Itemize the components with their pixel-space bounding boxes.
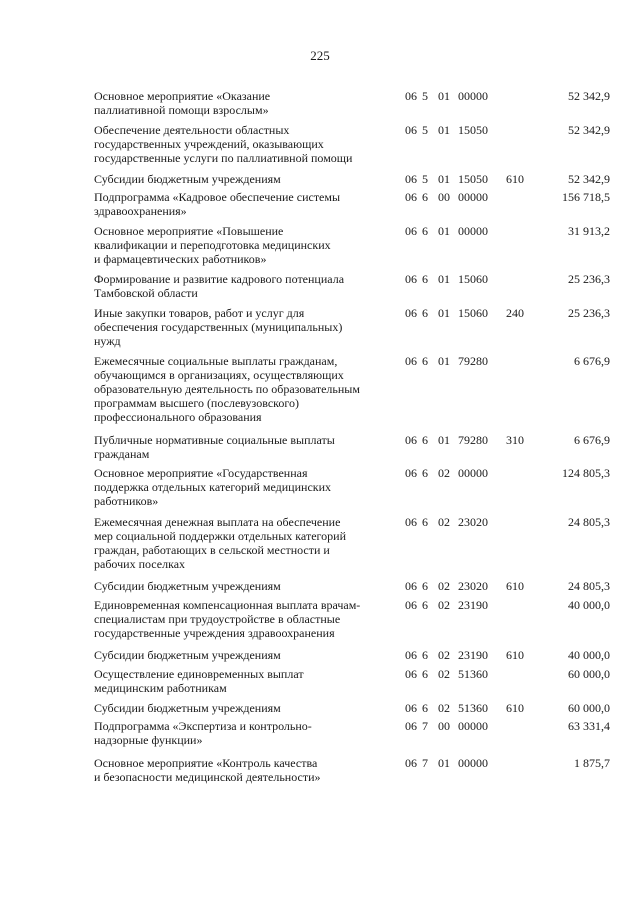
program-code: 06 (405, 354, 417, 368)
program-code: 06 (405, 579, 417, 593)
amount: 63 331,4 (568, 719, 610, 733)
subprogram-code: 7 (422, 719, 428, 733)
direction-code: 51360 (458, 701, 488, 715)
program-code: 06 (405, 272, 417, 286)
measure-code: 02 (438, 579, 450, 593)
row-name: Ежемесячные социальные выплаты гражданам, обучающимся в организациях, осуществляющих образовательную деятельность по образовательным программам высшего (послевузовского) профессионального образования (94, 354, 360, 424)
row-name: Субсидии бюджетным учреждениям (94, 648, 281, 662)
amount: 124 805,3 (562, 466, 610, 480)
subprogram-code: 6 (422, 306, 428, 320)
expense-type: 610 (506, 648, 524, 662)
amount: 1 875,7 (574, 756, 610, 770)
subprogram-code: 7 (422, 756, 428, 770)
measure-code: 01 (438, 433, 450, 447)
program-code: 06 (405, 667, 417, 681)
direction-code: 23190 (458, 598, 488, 612)
direction-code: 15050 (458, 172, 488, 186)
row-name: Основное мероприятие «Контроль качества и безопасности медицинской деятельности» (94, 756, 321, 784)
measure-code: 01 (438, 172, 450, 186)
row-name: Субсидии бюджетным учреждениям (94, 172, 281, 186)
program-code: 06 (405, 466, 417, 480)
program-code: 06 (405, 598, 417, 612)
subprogram-code: 6 (422, 466, 428, 480)
subprogram-code: 6 (422, 579, 428, 593)
program-code: 06 (405, 719, 417, 733)
amount: 52 342,9 (568, 89, 610, 103)
row-name: Основное мероприятие «Государственная поддержка отдельных категорий медицинских работников» (94, 466, 332, 508)
row-name: Подпрограмма «Кадровое обеспечение системы здравоохранения» (94, 190, 341, 218)
row-name: Подпрограмма «Экспертиза и контрольно- надзорные функции» (94, 719, 312, 747)
measure-code: 01 (438, 756, 450, 770)
expense-type: 310 (506, 433, 524, 447)
amount: 25 236,3 (568, 306, 610, 320)
amount: 60 000,0 (568, 701, 610, 715)
program-code: 06 (405, 433, 417, 447)
amount: 6 676,9 (574, 433, 610, 447)
amount: 31 913,2 (568, 224, 610, 238)
program-code: 06 (405, 701, 417, 715)
direction-code: 23190 (458, 648, 488, 662)
program-code: 06 (405, 89, 417, 103)
direction-code: 00000 (458, 719, 488, 733)
program-code: 06 (405, 306, 417, 320)
direction-code: 00000 (458, 466, 488, 480)
row-name: Единовременная компенсационная выплата врачам- специалистам при трудоустройстве в областные государственные учреждения здравоохранения (94, 598, 361, 640)
direction-code: 00000 (458, 756, 488, 770)
amount: 25 236,3 (568, 272, 610, 286)
subprogram-code: 6 (422, 701, 428, 715)
measure-code: 02 (438, 466, 450, 480)
direction-code: 15050 (458, 123, 488, 137)
direction-code: 79280 (458, 433, 488, 447)
row-name: Ежемесячная денежная выплата на обеспечение мер социальной поддержки отдельных категорий граждан, работающих в сельской местности и рабочих поселках (94, 515, 346, 571)
program-code: 06 (405, 224, 417, 238)
program-code: 06 (405, 756, 417, 770)
direction-code: 15060 (458, 272, 488, 286)
program-code: 06 (405, 190, 417, 204)
direction-code: 00000 (458, 89, 488, 103)
subprogram-code: 5 (422, 89, 428, 103)
program-code: 06 (405, 648, 417, 662)
measure-code: 02 (438, 515, 450, 529)
subprogram-code: 5 (422, 123, 428, 137)
expense-type: 610 (506, 172, 524, 186)
row-name: Публичные нормативные социальные выплаты гражданам (94, 433, 335, 461)
amount: 60 000,0 (568, 667, 610, 681)
measure-code: 01 (438, 354, 450, 368)
measure-code: 00 (438, 719, 450, 733)
subprogram-code: 5 (422, 172, 428, 186)
expense-type: 610 (506, 579, 524, 593)
measure-code: 02 (438, 667, 450, 681)
expense-type: 610 (506, 701, 524, 715)
program-code: 06 (405, 123, 417, 137)
direction-code: 51360 (458, 667, 488, 681)
direction-code: 23020 (458, 579, 488, 593)
subprogram-code: 6 (422, 648, 428, 662)
direction-code: 15060 (458, 306, 488, 320)
expense-type: 240 (506, 306, 524, 320)
subprogram-code: 6 (422, 272, 428, 286)
direction-code: 00000 (458, 190, 488, 204)
subprogram-code: 6 (422, 667, 428, 681)
page-number: 225 (310, 48, 330, 63)
measure-code: 02 (438, 648, 450, 662)
measure-code: 02 (438, 701, 450, 715)
program-code: 06 (405, 515, 417, 529)
row-name: Обеспечение деятельности областных государственных учреждений, оказывающих государственные услуги по паллиативной помощи (94, 123, 353, 165)
direction-code: 00000 (458, 224, 488, 238)
row-name: Осуществление единовременных выплат медицинским работникам (94, 667, 304, 695)
amount: 52 342,9 (568, 172, 610, 186)
amount: 156 718,5 (562, 190, 610, 204)
measure-code: 00 (438, 190, 450, 204)
subprogram-code: 6 (422, 190, 428, 204)
subprogram-code: 6 (422, 598, 428, 612)
measure-code: 01 (438, 89, 450, 103)
measure-code: 01 (438, 224, 450, 238)
row-name: Основное мероприятие «Оказание паллиативной помощи взрослым» (94, 89, 271, 117)
amount: 24 805,3 (568, 579, 610, 593)
amount: 40 000,0 (568, 648, 610, 662)
subprogram-code: 6 (422, 224, 428, 238)
direction-code: 23020 (458, 515, 488, 529)
subprogram-code: 6 (422, 515, 428, 529)
amount: 52 342,9 (568, 123, 610, 137)
amount: 6 676,9 (574, 354, 610, 368)
row-name: Субсидии бюджетным учреждениям (94, 701, 281, 715)
row-name: Основное мероприятие «Повышение квалификации и переподготовка медицинских и фармацевтических работников» (94, 224, 331, 266)
measure-code: 01 (438, 306, 450, 320)
subprogram-code: 6 (422, 354, 428, 368)
row-name: Субсидии бюджетным учреждениям (94, 579, 281, 593)
amount: 40 000,0 (568, 598, 610, 612)
amount: 24 805,3 (568, 515, 610, 529)
program-code: 06 (405, 172, 417, 186)
measure-code: 02 (438, 598, 450, 612)
row-name: Иные закупки товаров, работ и услуг для обеспечения государственных (муниципальных) нужд (94, 306, 343, 348)
subprogram-code: 6 (422, 433, 428, 447)
measure-code: 01 (438, 272, 450, 286)
measure-code: 01 (438, 123, 450, 137)
direction-code: 79280 (458, 354, 488, 368)
row-name: Формирование и развитие кадрового потенциала Тамбовской области (94, 272, 345, 300)
